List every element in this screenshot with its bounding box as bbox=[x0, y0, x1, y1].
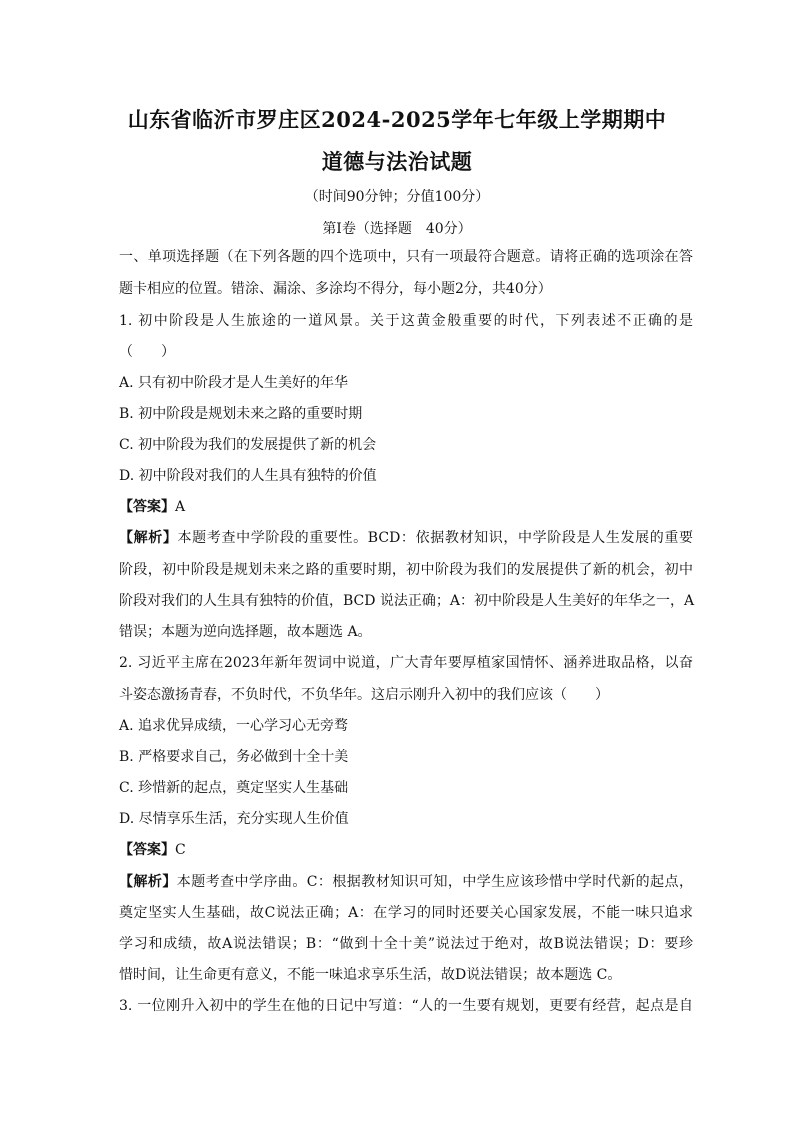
answer-label: 【答案】 bbox=[119, 499, 175, 515]
question-2-option-b: B. 严格要求自己，务必做到十全十美 bbox=[119, 749, 349, 765]
question-2-option-c: C. 珍惜新的起点，奠定坚实人生基础 bbox=[119, 780, 349, 796]
question-3-stem: 3. 一位刚升入初中的学生在他的日记中写道：“人的一生要有规划，更要有经营，起点是自 bbox=[119, 998, 693, 1014]
document-subtitle: 道德与法治试题 bbox=[321, 149, 473, 174]
question-1-stem: 1. 初中阶段是人生旅途的一道风景。关于这黄金般重要的时代，下列表述不正确的是 bbox=[119, 313, 693, 329]
question-2-stem: 斗姿态激扬青春，不负时代，不负华年。这启示刚升入初中的我们应该（ ） bbox=[119, 687, 609, 703]
question-1-analysis: 阶段对我们的人生具有独特的价值，BCD 说法正确；A：初中阶段是人生美好的年华之一，A bbox=[119, 593, 695, 609]
answer-value: A bbox=[175, 499, 186, 515]
question-1-option-d: D. 初中阶段对我们的人生具有独特的价值 bbox=[119, 468, 377, 484]
analysis-label: 【解析】 bbox=[119, 874, 177, 890]
exam-info: （时间90分钟；分值100分） bbox=[304, 189, 490, 205]
question-1-option-c: C. 初中阶段为我们的发展提供了新的机会 bbox=[119, 437, 377, 453]
question-2-analysis: 学习和成绩，故A说法错误；B：“做到十全十美”说法过于绝对，故B说法错误；D：要珍 bbox=[119, 936, 693, 952]
question-2-analysis: 惜时间，让生命更有意义，不能一味追求享乐生活，故D说法错误；故本题选 C。 bbox=[119, 967, 622, 983]
question-1-option-b: B. 初中阶段是规划未来之路的重要时期 bbox=[119, 406, 363, 422]
question-1-analysis: 阶段，初中阶段是规划未来之路的重要时期，初中阶段为我们的发展提供了新的机会，初中 bbox=[119, 562, 693, 578]
question-2-option-a: A. 追求优异成绩，一心学习心无旁骛 bbox=[119, 718, 349, 734]
section-title: 第Ⅰ卷（选择题 40分） bbox=[322, 221, 472, 237]
question-1-analysis: 错误；本题为逆向选择题，故本题选 A。 bbox=[119, 624, 372, 640]
question-2-analysis bbox=[119, 872, 693, 892]
question-2-stem: 2. 习近平主席在2023年新年贺词中说道，广大青年要厚植家国情怀、涵养进取品格，以奋 bbox=[119, 655, 693, 671]
analysis-text: 本题考查中学阶段的重要性。BCD：依据教材知识，中学阶段是人生发展的重要 bbox=[177, 530, 694, 546]
question-2-answer bbox=[119, 840, 693, 860]
instructions-line: 题卡相应的位置。错涂、漏涂、多涂均不得分，每小题2分，共40分） bbox=[119, 281, 552, 297]
question-2-analysis: 奠定坚实人生基础，故C说法正确；A：在学习的同时还要关心国家发展，不能一味只追求 bbox=[119, 905, 693, 921]
analysis-label: 【解析】 bbox=[119, 530, 178, 546]
instructions-line: 一、单项选择题（在下列各题的四个选项中，只有一项最符合题意。请将正确的选项涂在答 bbox=[119, 249, 693, 265]
analysis-text: 本题考查中学序曲。C：根据教材知识可知，中学生应该珍惜中学时代新的起点， bbox=[176, 874, 693, 890]
question-1-option-a: A. 只有初中阶段才是人生美好的年华 bbox=[119, 375, 349, 391]
document-title: 山东省临沂市罗庄区2024-2025学年七年级上学期期中 bbox=[127, 107, 667, 132]
question-1-answer bbox=[119, 497, 693, 517]
answer-label: 【答案】 bbox=[119, 842, 175, 858]
question-1-stem: （ ） bbox=[119, 344, 175, 360]
answer-value: C bbox=[175, 842, 186, 858]
question-1-analysis bbox=[119, 528, 693, 548]
question-2-option-d: D. 尽情享乐生活，充分实现人生价值 bbox=[119, 811, 349, 827]
